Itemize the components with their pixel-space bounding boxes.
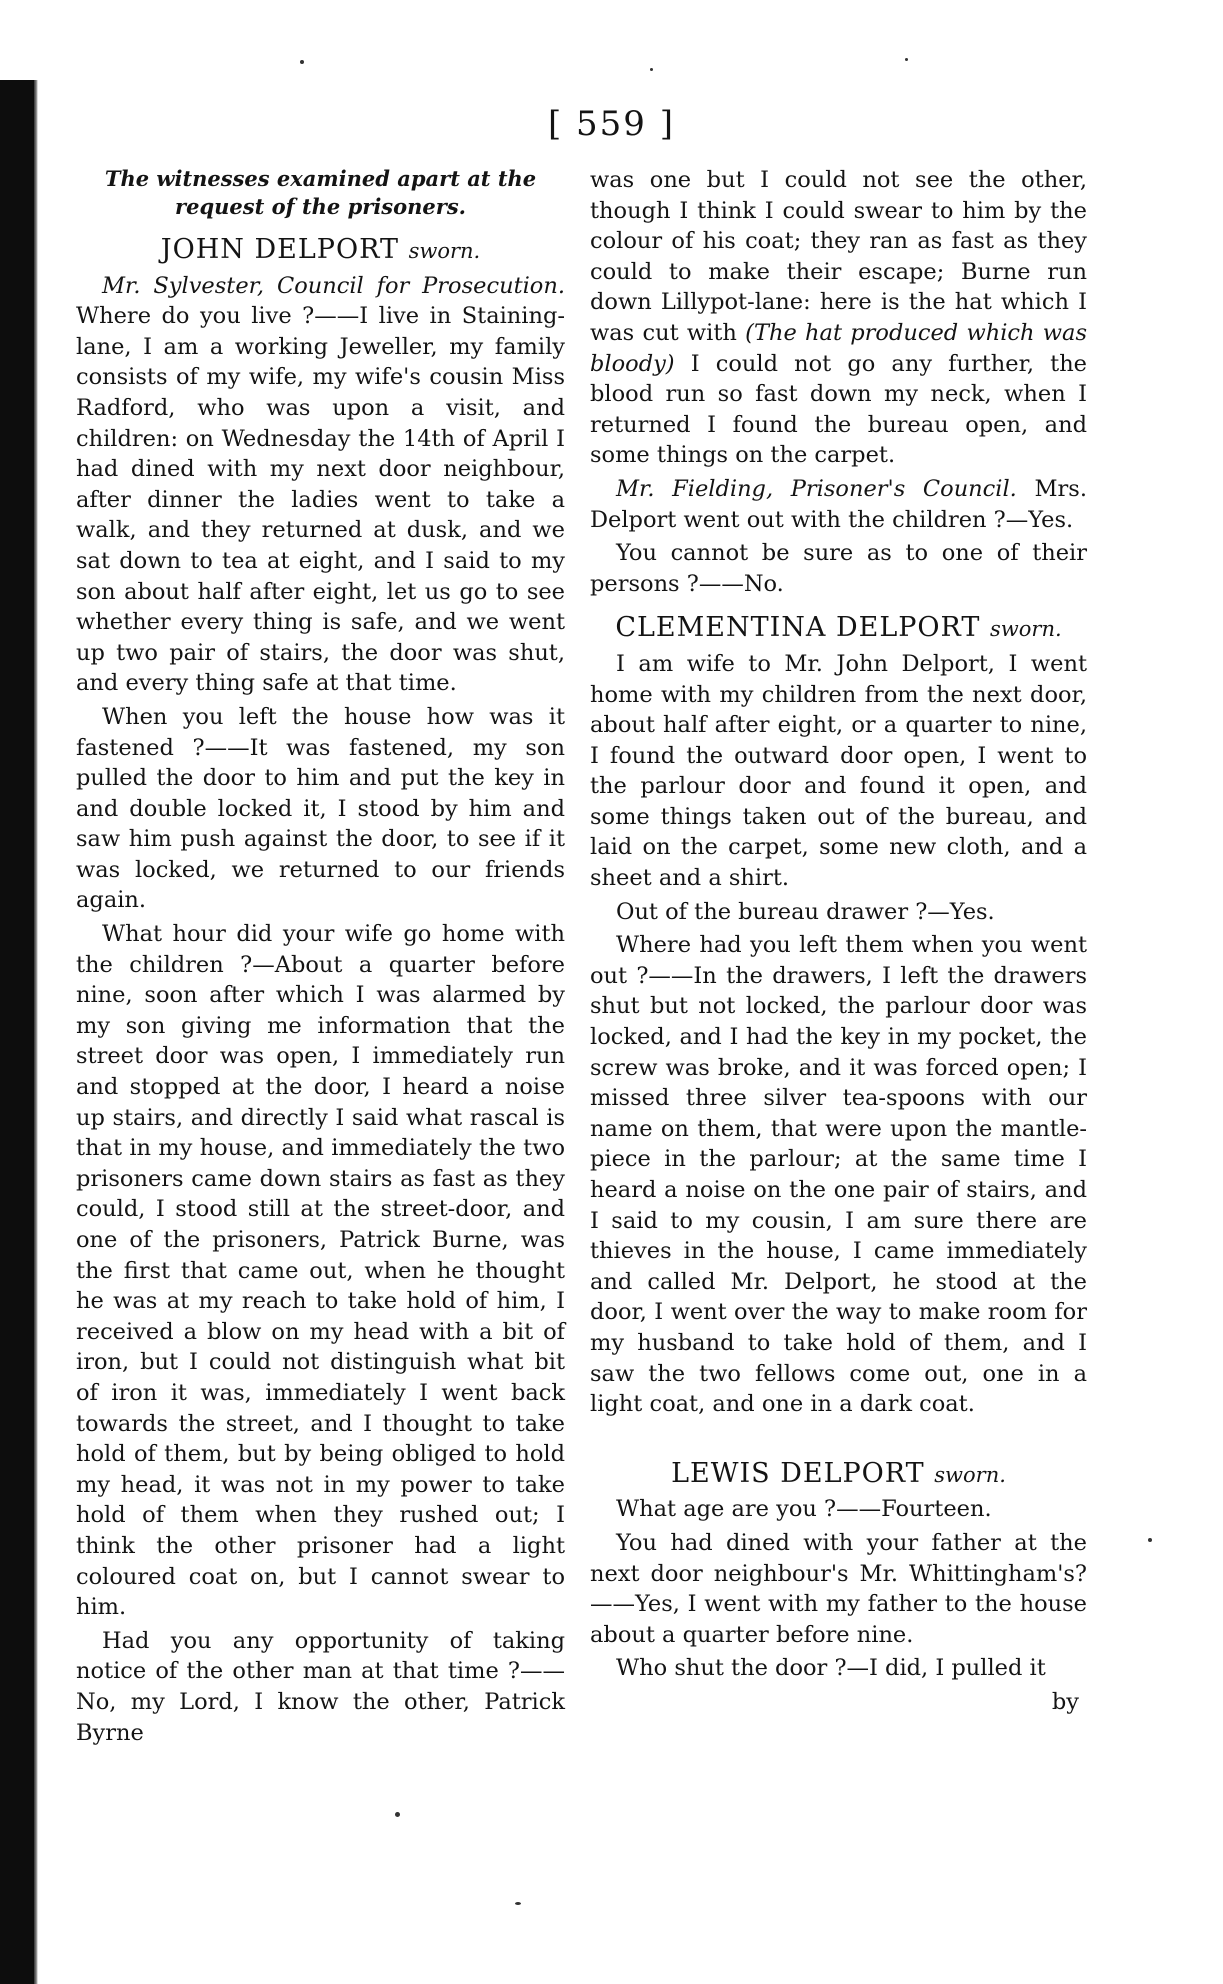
witness-heading-lewis-delport xyxy=(590,1459,1087,1491)
witness-heading-john-delport xyxy=(76,235,565,267)
testimony-paragraph xyxy=(590,165,1087,471)
right-column xyxy=(590,165,1087,1718)
testimony-paragraph xyxy=(590,474,1087,535)
book-spine-shadow xyxy=(0,80,34,1984)
testimony-paragraph: What hour did your wife go home with the children ?—About a quarter before nine, soon after which I was alarmed by my son giving me information that the street door was open, I immediately run and stopped at the door, I heard a noise up stairs, and directly I said what rascal is that in my house, and immediately the two prisoners came down stairs as fast as they could, I stood still at the street-door, and one of the prisoners, Patrick Burne, was the first that came out, when he thought he was at my reach to take hold of him, I received a blow on my head with a bit of iron, but I could not distinguish what bit of iron it was, immediately I went back towards the street, and I thought to take hold of them, but by being obliged to hold my head, it was not in my power to take hold of them when they rushed out; I think the other prisoner had a light coloured coat on, but I cannot swear to him. xyxy=(76,921,565,1621)
sworn-label: sworn. xyxy=(990,617,1062,642)
testimony-text: Where do you live ?——I live in Staining-lane, I am a working Jeweller, my family consists of my wife, my wife's cousin Miss Radford, who was upon a visit, and children: on Wednesday the 14th of April I had dined with my next door neighbour, after dinner the ladies went to take a walk, and they returned at dusk, and we sat down to tea at eight, and I said to my son about half after eight, let us go to see whether every thing is safe, and we went up two pair of stairs, the door was shut, and every thing safe at that time. xyxy=(76,303,565,697)
testimony-paragraph: Where had you left them when you went out ?——In the drawers, I left the drawers shut but not locked, the parlour door was locked, and I had the key in my pocket, the screw was broke, and it was forced open; I missed three silver tea-spoons with our name on them, that were upon the mantle-piece in the parlour; at the same time I heard a noise on the one pair of stairs, and I said to my cousin, I am sure there are thieves in the house, I came immediately and called Mr. Delport, he stood at the door, I went over the way to make room for my husband to take hold of them, and I saw the two fellows come out, one in a light coat, and one in a dark coat. xyxy=(590,932,1087,1418)
testimony-text: was one but I could not see the other, though I think I could swear to him by the colour of his coat; they ran as fast as they could to make their escape; Burne run down Lillypot-lane: here is the hat which I was cut with xyxy=(590,167,1087,346)
print-speck xyxy=(650,68,653,71)
testimony-paragraph: What age are you ?——Fourteen. xyxy=(616,1496,992,1523)
witness-name: LEWIS DELPORT xyxy=(671,1457,925,1489)
testimony-paragraph: When you left the house how was it fastened ?——It was fastened, my son pulled the door to him and put the key in and double locked it, I stood by him and saw him push against the door, to see if it was locked, we returned to our friends again. xyxy=(76,703,565,914)
speaker-label: Mr. Sylvester, Council for Prosecution. xyxy=(102,272,565,299)
testimony-paragraph xyxy=(76,271,565,699)
witness-name: JOHN DELPORT xyxy=(160,234,399,265)
testimony-paragraph: You had dined with your father at the next door neighbour's Mr. Whittingham's? ——Yes, I went with my father to the house about a quarter before nine. xyxy=(590,1529,1087,1648)
testimony-paragraph: Out of the bureau drawer ?—Yes. xyxy=(616,898,995,925)
sworn-label: sworn. xyxy=(408,239,481,263)
print-speck xyxy=(905,58,908,61)
testimony-text: I could not go any further, the blood run so fast down my neck, when I returned I found the bureau open, and some things on the carpet. xyxy=(590,350,1087,469)
print-speck xyxy=(515,1902,521,1905)
section-gap xyxy=(590,1423,1087,1445)
witness-note: The witnesses examined apart at the request of the prisoners. xyxy=(104,166,537,219)
testimony-paragraph: I am wife to Mr. John Delport, I went home with my children from the next door, about half after eight, or a quarter to nine, I found the outward door open, I went to the parlour door and found it open, and some things taken out of the bureau, and laid on the carpet, some new cloth, and a sheet and a shirt. xyxy=(590,650,1087,892)
testimony-paragraph: You cannot be sure as to one of their persons ?——No. xyxy=(590,540,1087,597)
page-gutter xyxy=(34,80,38,1984)
print-speck xyxy=(1148,1538,1152,1542)
page-number: [ 559 ] xyxy=(547,104,676,144)
print-speck xyxy=(395,1812,400,1817)
testimony-paragraph: Who shut the door ?—I did, I pulled it xyxy=(616,1655,1046,1682)
testimony-paragraph: Had you any opportunity of taking notice of the other man at that time ?——No, my Lord, I know the other, Patrick Byrne xyxy=(76,1627,565,1746)
sworn-label: sworn. xyxy=(934,1462,1006,1487)
testimony-text: Mrs. Delport went out with the children ?—Yes. xyxy=(590,475,1087,533)
print-speck xyxy=(300,60,304,64)
witness-heading-clementina-delport xyxy=(590,613,1087,645)
witness-name: CLEMENTINA DELPORT xyxy=(615,612,981,644)
left-column xyxy=(76,165,565,1751)
speaker-label: Mr. Fielding, Prisoner's Council. xyxy=(616,475,1017,502)
catchword: by xyxy=(1051,1688,1079,1715)
stage-note: (The hat produced which was bloody) xyxy=(590,319,1087,377)
